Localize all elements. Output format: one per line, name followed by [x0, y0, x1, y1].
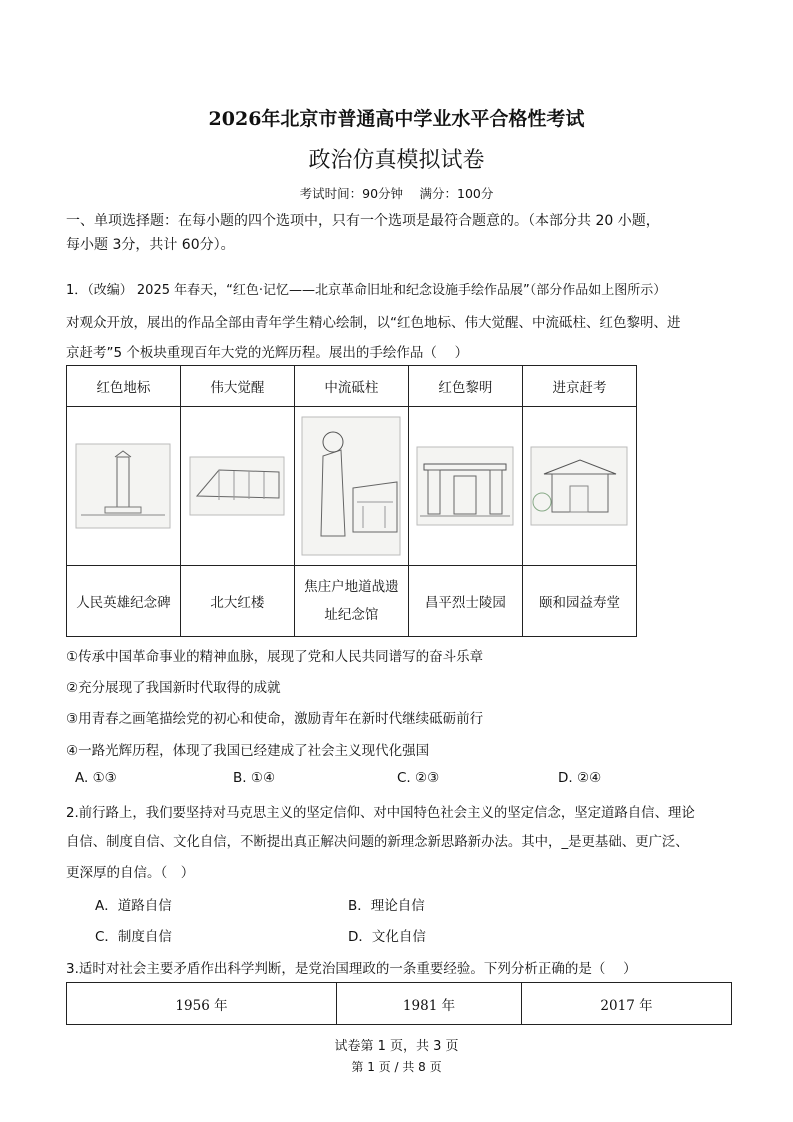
artwork-table [66, 365, 637, 637]
monument-sketch [67, 407, 181, 566]
page-footer: 试卷第 1 页，共 3 页 [334, 1039, 459, 1054]
year-cell: 1981 年 [337, 983, 522, 1025]
q2-text: 更深厚的自信。（ ） [66, 865, 195, 881]
choice-b[interactable]: B. ①④ [233, 770, 276, 786]
memorial-hall-sketch [294, 407, 408, 566]
choice-c[interactable]: C．制度自信 [95, 929, 172, 945]
section-instructions: 一、单项选择题：在每小题的四个选项中，只有一个选项是最符合题意的。（本部分共 20 小题， [66, 213, 660, 229]
site-name: 北大红楼 [180, 566, 294, 637]
year-cell: 2017 年 [522, 983, 732, 1025]
statement: ②充分展现了我国新时代取得的成就 [66, 680, 281, 696]
statement: ①传承中国革命事业的精神血脉，展现了党和人民共同谱写的奋斗乐章 [66, 649, 484, 665]
viewer-page-indicator: 第 1 页 / 共 8 页 [351, 1060, 442, 1074]
q3-text: 3.适时对社会主要矛盾作出科学判断，是党治国理政的一条重要经验。下列分析正确的是（ ） [66, 961, 637, 977]
exam-info: 考试时间：90分钟 满分：100分 [299, 186, 494, 201]
q1-text: 1．（改编） 2025 年春天，“红色·记忆——北京革命旧址和纪念设施手绘作品展”（部分作品如上图所示） [66, 283, 667, 298]
section-instructions-2: 每小题 3分，共计 60分）。 [66, 237, 235, 253]
site-name: 焦庄户地道战遗址纪念馆 [294, 566, 408, 637]
table-header: 伟大觉醒 [180, 366, 294, 407]
choice-d[interactable]: D．文化自信 [348, 929, 426, 945]
site-name: 昌平烈士陵园 [408, 566, 522, 637]
statement: ④一路光辉历程，体现了我国已经建成了社会主义现代化强国 [66, 743, 430, 759]
choice-c[interactable]: C. ②③ [397, 770, 440, 786]
table-header: 红色黎明 [408, 366, 522, 407]
choice-a[interactable]: A．道路自信 [95, 898, 172, 914]
q2-text: 自信、制度自信、文化自信，不断提出真正解决问题的新理念新思路新办法。其中，_是更基础、更广泛、 [66, 835, 689, 850]
year-table [66, 982, 732, 1025]
table-header: 进京赶考 [522, 366, 636, 407]
paper-subtitle: 政治仿真模拟试卷 [308, 148, 485, 173]
choice-b[interactable]: B．理论自信 [348, 898, 425, 914]
q1-text: 京赶考”5 个板块重现百年大党的光辉历程。展出的手绘作品（ ） [66, 345, 469, 361]
table-header: 中流砥柱 [294, 366, 408, 407]
choice-a[interactable]: A. ①③ [75, 770, 117, 786]
year-cell: 1956 年 [67, 983, 337, 1025]
site-name: 人民英雄纪念碑 [67, 566, 181, 637]
site-name: 颐和园益寿堂 [522, 566, 636, 637]
choice-d[interactable]: D. ②④ [558, 770, 602, 786]
red-building-sketch [180, 407, 294, 566]
q2-text: 2.前行路上，我们要坚持对马克思主义的坚定信仰、对中国特色社会主义的坚定信念，坚定道路自信、理论 [66, 806, 695, 821]
statement: ③用青春之画笔描绘党的初心和使命，激励青年在新时代继续砥砺前行 [66, 711, 484, 727]
exam-title: 2026年北京市普通高中学业水平合格性考试 [208, 108, 585, 130]
table-header: 红色地标 [67, 366, 181, 407]
cemetery-gate-sketch [408, 407, 522, 566]
yishou-hall-sketch [522, 407, 636, 566]
q1-text: 对观众开放，展出的作品全部由青年学生精心绘制，以“红色地标、伟大觉醒、中流砥柱、红色黎明、进 [66, 315, 681, 331]
